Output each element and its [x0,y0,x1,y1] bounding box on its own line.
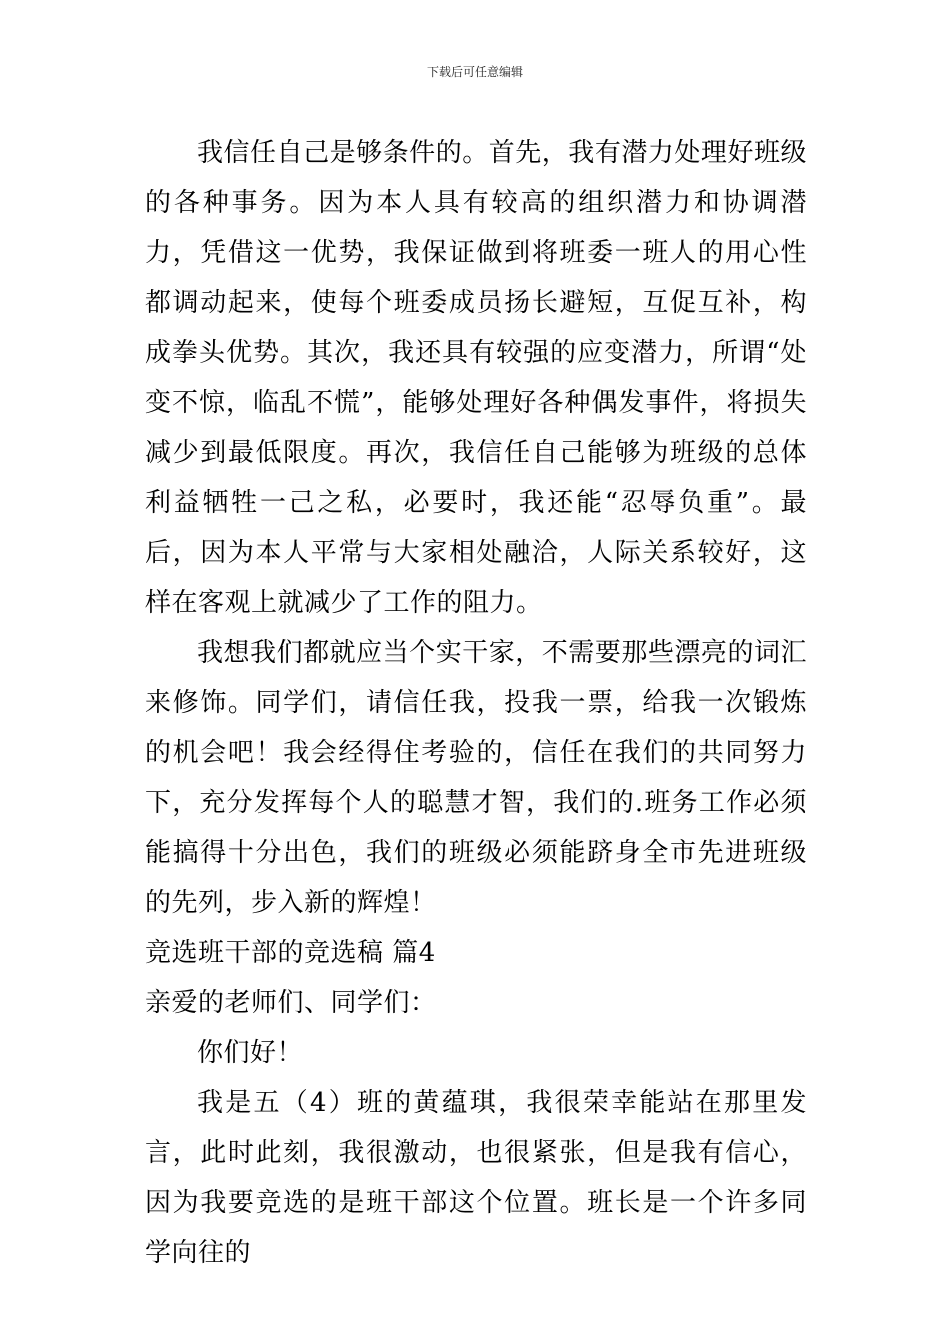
salutation: 亲爱的老师们、同学们： [145,988,437,1018]
section-title: 竞选班干部的竞选稿 篇4 [145,938,436,968]
paragraph-qualifications: 我信任自己是够条件的。首先，我有潜力处理好班级的各种事务。因为本人具有较高的组织潜力和协调潜力，凭借这一优势，我保证做到将班委一班人的用心性都调动起来，使每个班委成员扬长避短，互促互补，构成拳头优势。其次，我还具有较强的应变潜力，所谓“处变不惊，临乱不慌”，能够处理好各种偶发事件，将损失减少到最低限度。再次，我信任自己能够为班级的总体利益牺牲一己之私，必要时，我还能“忍辱负重”。最后，因为本人平常与大家相处融洽，人际关系较好，这样在客观上就减少了工作的阻力。 [145,138,807,618]
greeting: 你们好！ [197,1038,304,1068]
document-body [145,128,807,1278]
paragraph-introduction: 我是五（4）班的黄蕴琪，我很荣幸能站在那里发言，此时此刻，我很激动，也很紧张，但是我有信心，因为我要竞选的是班干部这个位置。班长是一个许多同学向往的 [145,1088,807,1268]
page-header-note: 下载后可任意编辑 [426,65,523,79]
paragraph-appeal: 我想我们都就应当个实干家，不需要那些漂亮的词汇来修饰。同学们，请信任我，投我一票，给我一次锻炼的机会吧！我会经得住考验的，信任在我们的共同努力下，充分发挥每个人的聪慧才智，我们的.班务工作必须能搞得十分出色，我们的班级必须能跻身全市先进班级的先列，步入新的辉煌！ [145,638,807,918]
